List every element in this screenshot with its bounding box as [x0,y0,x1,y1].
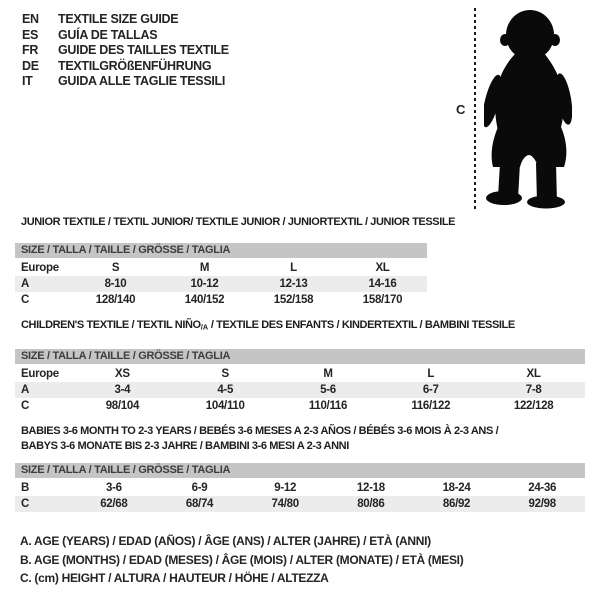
title-segment: /A [200,322,209,332]
section-title [15,215,456,230]
language-row [22,59,229,75]
size-cell: 128/140 [95,293,136,306]
language-code: FR [22,43,39,57]
size-cell: L [427,368,435,380]
row-label: C [21,293,30,306]
section-title [15,424,585,453]
table-row [15,292,427,308]
size-table [15,243,427,308]
baby-right-foot [527,196,565,209]
language-code: DE [22,58,39,73]
baby-head [506,10,554,60]
row-label: B [21,482,30,494]
size-cell: 12-13 [279,277,308,290]
baby-left-ear [500,34,510,46]
section-title-line: BABYS 3-6 MONATE BIS 2-3 JAHRE / BAMBINI 3-6 MESI A 2-3 ANNI [21,439,349,452]
size-cell: 152/158 [273,293,314,306]
size-cell: 110/116 [308,400,348,412]
section-babies-textile [15,424,585,512]
height-label-c: C [456,102,466,117]
size-cell: XL [375,261,390,274]
language-code: EN [22,12,39,26]
language-list [22,12,229,90]
legend-line: A. AGE (YEARS) / EDAD (AÑOS) / ÂGE (ANS) / ALTER (JAHRE) / ETÀ (ANNI) [20,534,431,548]
size-cell: 158/170 [362,293,403,306]
size-table-header: SIZE / TALLA / TAILLE / GRÖSSE / TAGLIA [15,463,585,478]
legend-line: B. AGE (MONTHS) / EDAD (MESES) / ÂGE (MOIS) / ALTER (MONATE) / ETÀ (MESI) [20,552,464,567]
table-row [15,260,427,276]
size-table [15,349,585,414]
section-childrens-textile [15,318,585,414]
section-title-line: BABIES 3-6 MONTH TO 2-3 YEARS / BEBÉS 3-6 MESES A 2-3 AÑOS / BÉBÉS 3-6 MOIS À 2-3 ANS / [21,425,499,437]
language-code: ES [22,27,39,42]
row-label: C [21,498,30,510]
size-cell: L [290,261,297,274]
size-table-header: SIZE / TALLA / TAILLE / GRÖSSE / TAGLIA [15,243,427,258]
size-cell: 14-16 [368,277,397,290]
row-label: Europe [21,368,59,380]
language-label: GUIDE DES TAILLES TEXTILE [58,43,229,57]
size-cell: S [111,261,120,274]
table-row [15,480,585,496]
title-segment: CHILDREN'S TEXTILE / TEXTIL NIÑO [21,319,201,331]
language-code: IT [22,74,33,88]
size-cell: 8-10 [104,277,127,290]
size-cell: 6-9 [191,482,208,494]
language-row [22,28,229,44]
language-row [22,12,229,28]
language-label: GUIDA ALLE TAGLIE TESSILI [58,74,226,88]
row-label: C [21,400,30,412]
row-label: Europe [21,261,59,274]
size-cell: 4-5 [217,384,234,396]
size-cell: 86/92 [442,498,471,510]
size-cell: 3-4 [114,384,131,396]
language-label: TEXTILE SIZE GUIDE [58,12,179,26]
section-junior-textile [15,215,456,308]
size-cell: 18-24 [442,482,471,494]
size-cell: 62/68 [100,498,128,510]
table-row [15,366,585,382]
size-cell: 3-6 [105,482,122,494]
baby-shorts [492,127,567,167]
language-row [22,74,229,90]
language-row [22,43,229,59]
language-label: GUÍA DE TALLAS [58,27,158,42]
baby-silhouette [484,9,572,209]
size-cell: 5-6 [320,384,336,396]
size-cell: S [221,368,229,380]
size-cell: 122/128 [513,400,554,412]
size-cell: M [199,261,210,274]
baby-right-ear [550,34,560,46]
size-cell: 98/104 [105,400,140,412]
size-cell: 80/86 [357,498,385,510]
size-cell: 68/74 [185,498,214,510]
size-cell: 7-8 [525,384,542,396]
size-cell: 6-7 [422,384,439,396]
row-label: A [21,384,30,396]
size-cell: 74/80 [271,498,299,510]
table-row [15,382,585,398]
size-cell: 9-12 [274,482,297,494]
row-label: A [21,277,30,290]
size-cell: 12-18 [356,482,385,494]
size-cell: M [323,368,333,380]
size-table [15,463,585,512]
size-cell: XL [526,368,541,380]
size-cell: 140/152 [184,293,225,306]
height-dashed-line [474,8,476,210]
size-table-header: SIZE / TALLA / TAILLE / GRÖSSE / TAGLIA [15,349,585,364]
size-cell: 24-36 [528,482,557,494]
section-title-line [21,318,585,335]
size-cell: 116/122 [411,400,451,412]
size-cell: XS [115,368,130,380]
section-title [15,318,585,335]
table-row [15,276,427,292]
size-cell: 10-12 [190,277,219,290]
size-cell: 92/98 [528,498,556,510]
baby-torso [495,53,564,131]
table-row [15,496,585,512]
size-cell: 104/110 [205,400,245,412]
legend [20,532,463,588]
language-label: TEXTILGRÖßENFÜHRUNG [58,58,212,73]
section-title-line: JUNIOR TEXTILE / TEXTIL JUNIOR/ TEXTILE JUNIOR / JUNIORTEXTIL / JUNIOR TESSILE [21,216,456,228]
title-segment: / TEXTILE DES ENFANTS / KINDERTEXTIL / BAMBINI TESSILE [208,319,515,331]
table-row [15,398,585,414]
baby-left-foot [486,191,522,205]
legend-line: C. (cm) HEIGHT / ALTURA / HAUTEUR / HÖHE / ALTEZZA [20,571,329,585]
